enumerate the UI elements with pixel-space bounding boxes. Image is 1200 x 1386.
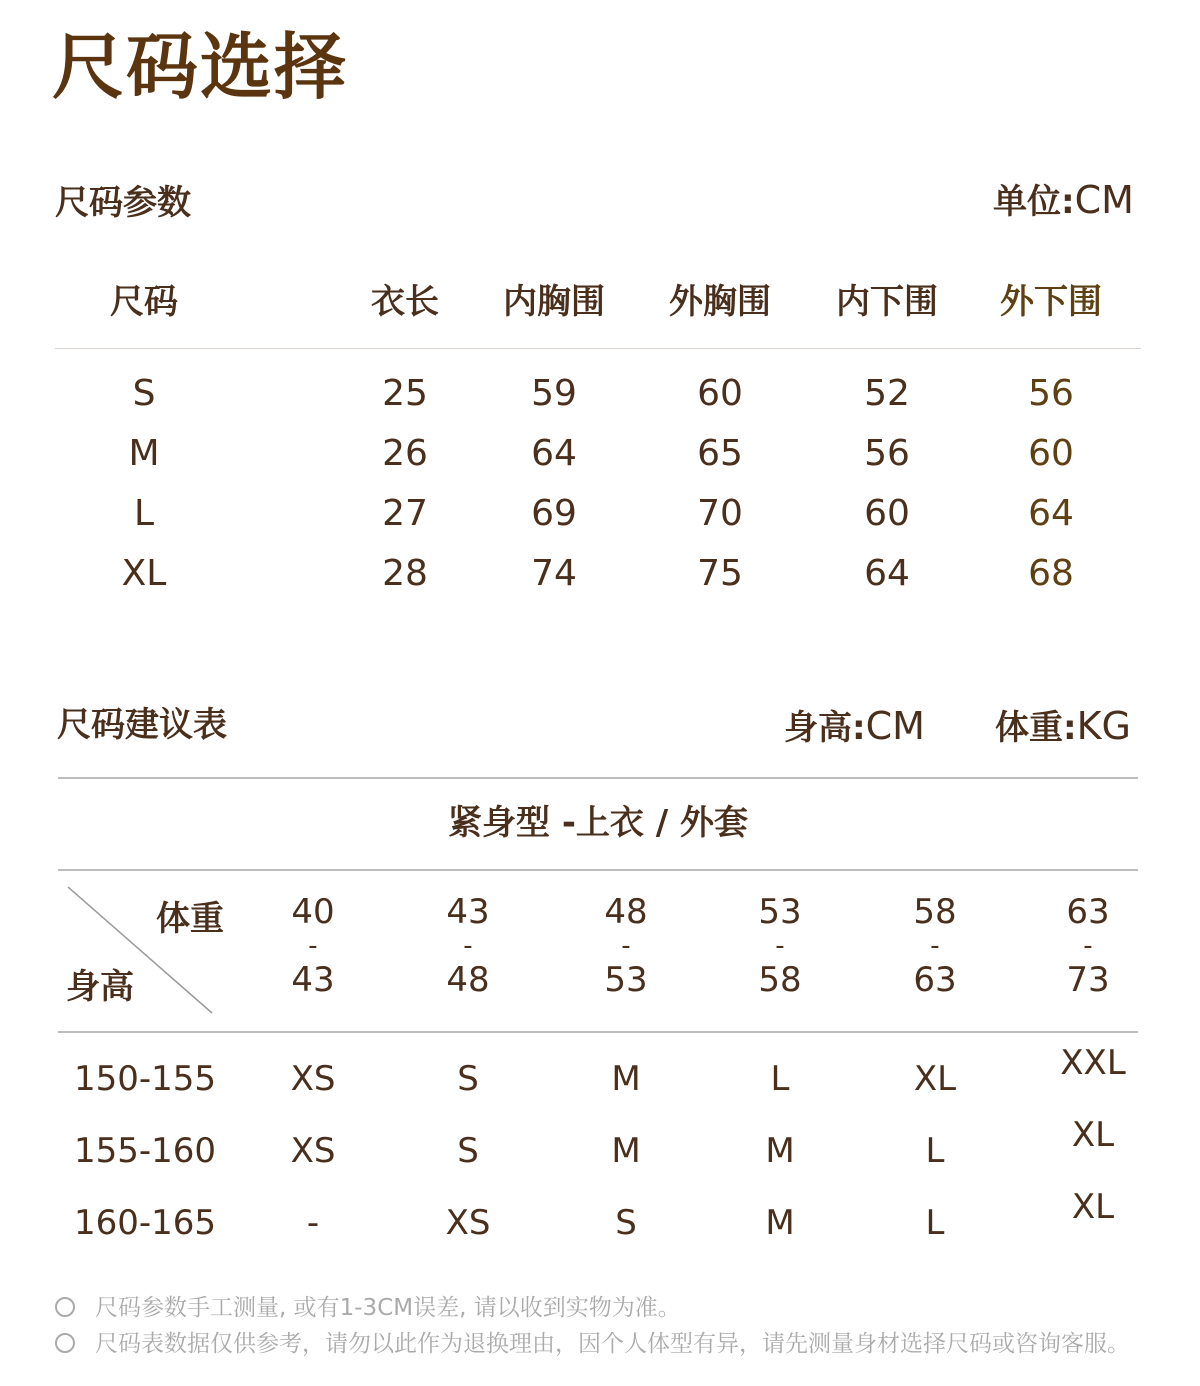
weight-unit-text: 体重:	[995, 708, 1077, 748]
weight-range	[1066, 892, 1110, 1000]
note-text: 尺码表数据仅供参考，请勿以此作为退换理由，因个人体型有异，请先测量身材选择尺码或咨询客服。	[95, 1331, 1130, 1357]
weight-dash: -	[621, 931, 631, 961]
weight-dash: -	[308, 931, 318, 961]
height-range: 155-160	[74, 1131, 217, 1171]
page-title: 尺码选择	[52, 25, 349, 109]
cell-size: XL	[121, 553, 167, 594]
size-recommend-table	[58, 777, 1138, 1253]
cell-size: L	[133, 493, 155, 534]
corner-weight-label: 体重	[156, 899, 224, 939]
size-params-header	[55, 270, 1141, 349]
cell-outer-hem: 68	[1028, 553, 1074, 594]
size-cell: M	[611, 1131, 641, 1171]
weight-dash: -	[930, 931, 940, 961]
table-row	[55, 485, 1141, 545]
size-cell: XS	[290, 1131, 336, 1171]
header-length: 衣长	[371, 282, 439, 322]
weight-range	[604, 892, 648, 1000]
cell-outer-chest: 70	[697, 493, 743, 534]
size-params-table	[55, 270, 1141, 605]
weight-from: 48	[604, 892, 648, 932]
height-unit-value: CM	[865, 704, 925, 748]
table-row	[55, 545, 1141, 605]
table-row	[58, 1105, 1138, 1177]
weight-from: 53	[758, 892, 802, 932]
circle-bullet-icon	[55, 1297, 75, 1317]
size-cell: XXL	[1060, 1043, 1126, 1083]
unit-label-text: 单位:	[993, 182, 1075, 222]
cell-inner-chest: 74	[531, 553, 577, 594]
recommend-header	[58, 871, 1138, 1031]
header-size: 尺码	[110, 282, 178, 322]
weight-to: 48	[446, 960, 490, 1000]
size-cell: L	[925, 1131, 945, 1171]
weight-range	[758, 892, 802, 1000]
cell-size: M	[128, 433, 160, 474]
weight-to: 53	[604, 960, 648, 1000]
table-row	[58, 1033, 1138, 1105]
size-cell: XL	[1071, 1187, 1115, 1227]
weight-unit-value: KG	[1076, 704, 1131, 748]
corner-height-label: 身高	[66, 967, 134, 1007]
weight-dash: -	[775, 931, 785, 961]
size-params-body	[55, 349, 1141, 605]
header-outer-chest: 外胸围	[669, 282, 771, 322]
size-cell: L	[770, 1059, 790, 1099]
unit-label	[993, 178, 1134, 224]
recommend-body	[58, 1033, 1138, 1253]
cell-inner-chest: 59	[531, 373, 577, 414]
height-unit-text: 身高:	[784, 708, 866, 748]
cell-inner-hem: 56	[864, 433, 910, 474]
cell-size: S	[132, 373, 156, 414]
weight-dash: -	[1083, 931, 1093, 961]
size-cell: S	[615, 1203, 637, 1243]
height-unit-label	[784, 704, 925, 750]
size-cell: M	[765, 1131, 795, 1171]
size-cell: M	[765, 1203, 795, 1243]
size-cell: S	[457, 1059, 479, 1099]
note-item	[55, 1328, 1130, 1364]
size-cell: XS	[290, 1059, 336, 1099]
cell-inner-hem: 60	[864, 493, 910, 534]
size-cell: -	[306, 1203, 320, 1243]
cell-length: 26	[382, 433, 428, 474]
weight-from: 58	[913, 892, 957, 932]
table-row	[58, 1177, 1138, 1249]
note-item	[55, 1292, 1130, 1328]
table-row	[55, 365, 1141, 425]
size-cell: XL	[913, 1059, 957, 1099]
weight-from: 63	[1066, 892, 1110, 932]
size-cell: XS	[445, 1203, 491, 1243]
weight-to: 73	[1066, 960, 1110, 1000]
header-inner-chest: 内胸围	[503, 282, 605, 322]
unit-value: CM	[1074, 178, 1134, 222]
cell-inner-hem: 52	[864, 373, 910, 414]
header-outer-hem: 外下围	[1000, 282, 1102, 322]
size-cell: M	[611, 1059, 641, 1099]
weight-range	[913, 892, 957, 1000]
notes	[55, 1292, 1130, 1364]
cell-inner-chest: 64	[531, 433, 577, 474]
note-text: 尺码参数手工测量, 或有1-3CM误差, 请以收到实物为准。	[95, 1295, 681, 1321]
weight-from: 40	[291, 892, 335, 932]
cell-outer-hem: 60	[1028, 433, 1074, 474]
cell-outer-chest: 60	[697, 373, 743, 414]
cell-inner-hem: 64	[864, 553, 910, 594]
weight-range	[291, 892, 335, 1000]
circle-bullet-icon	[55, 1333, 75, 1353]
cell-outer-chest: 65	[697, 433, 743, 474]
cell-inner-chest: 69	[531, 493, 577, 534]
size-params-title: 尺码参数	[55, 183, 191, 223]
height-range: 150-155	[74, 1059, 217, 1099]
cell-outer-hem: 56	[1028, 373, 1074, 414]
cell-length: 25	[382, 373, 428, 414]
height-range: 160-165	[74, 1203, 217, 1243]
recommend-title: 尺码建议表	[57, 705, 227, 745]
size-cell: XL	[1071, 1115, 1115, 1155]
size-cell: S	[457, 1131, 479, 1171]
weight-to: 63	[913, 960, 957, 1000]
weight-range	[446, 892, 490, 1000]
cell-length: 27	[382, 493, 428, 534]
weight-unit-label	[995, 704, 1131, 750]
weight-to: 58	[758, 960, 802, 1000]
header-inner-hem: 内下围	[836, 282, 938, 322]
recommend-subtitle-row	[58, 779, 1138, 869]
table-row	[55, 425, 1141, 485]
weight-to: 43	[291, 960, 335, 1000]
weight-dash: -	[463, 931, 473, 961]
cell-outer-chest: 75	[697, 553, 743, 594]
weight-from: 43	[446, 892, 490, 932]
cell-outer-hem: 64	[1028, 493, 1074, 534]
recommend-subtitle: 紧身型 -上衣 / 外套	[447, 803, 749, 843]
cell-length: 28	[382, 553, 428, 594]
size-cell: L	[925, 1203, 945, 1243]
